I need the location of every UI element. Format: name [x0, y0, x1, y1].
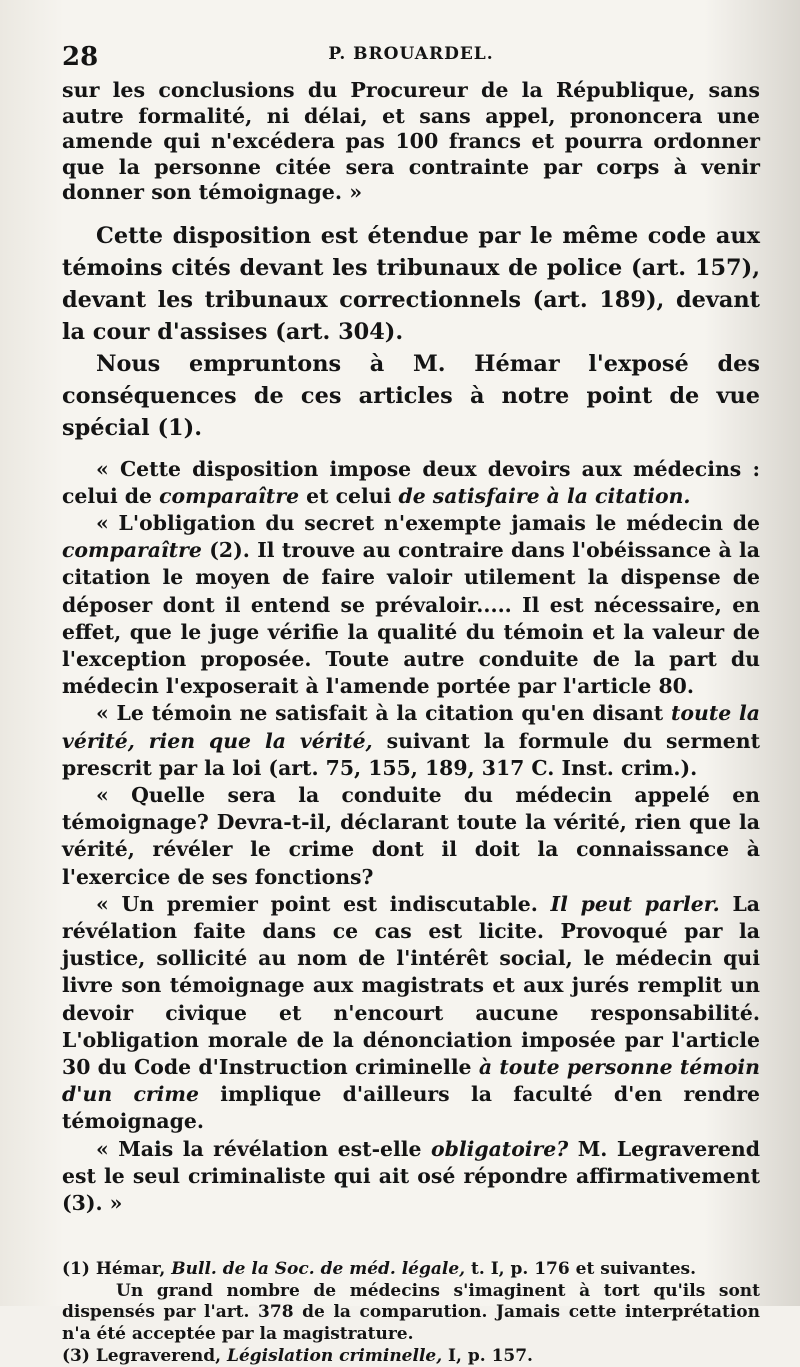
footnote-1	[62, 1259, 760, 1281]
quotation-block	[62, 456, 760, 1218]
quote-paragraph-6	[62, 1136, 760, 1218]
quote-italic: à toute personne témoin d'un crime	[62, 1054, 761, 1107]
main-text-block	[62, 220, 760, 444]
page-header	[62, 38, 760, 78]
quote-italic: comparaître	[159, 483, 300, 508]
quote-paragraph-1	[62, 456, 760, 510]
quote-italic: Il peut parler.	[550, 891, 720, 916]
quote-text: « Mais la révélation est-elle	[96, 1136, 431, 1161]
quote-paragraph-3	[62, 700, 760, 782]
footnotes	[62, 1259, 760, 1367]
quote-text: « Cette disposition impose deux devoirs aux médecins : celui de	[62, 456, 760, 508]
quote-italic: obligatoire?	[430, 1136, 569, 1161]
quote-paragraph-2	[62, 510, 760, 700]
paragraph-extension: Cette disposition est étendue par le même code aux témoins cités devant les tribunaux de police (art. 157), devant les tribunaux correctionnels (art. 189), devant la cour d'assises (art. 304).	[62, 222, 760, 345]
quote-text: La révélation faite dans ce cas est licite. Provoqué par la justice, sollicité au nom de l'intérêt social, le médecin qui livre son témoignage aux magistrats et aux jurés remplit un devoir civique et n'encourt aucune responsabilité. L'obligation morale de la dénonciation imposée par l'article 30 du Code d'Instruction criminelle	[62, 891, 760, 1079]
lead-paragraph: sur les conclusions du Procureur de la République, sans autre formalité, ni délai, et sans appel, prononcera une amende qui n'excédera pas 100 francs et pourra ordonner que la personne citée sera contrainte par corps à venir donner son témoignage. »	[62, 78, 760, 204]
quote-text: (2). Il trouve au contraire dans l'obéissance à la citation le moyen de faire valoir utilement la dispense de déposer dont il entend se prévaloir..... Il est nécessaire, en effet, que le juge vérifie la qualité du témoin et la valeur de l'exception proposée. Toute autre conduite de la part du médecin l'exposerait à l'amende portée par l'article 80.	[62, 538, 760, 699]
quote-italic: de satisfaire à la citation.	[398, 483, 691, 508]
footnote-text: (3) Legraverend,	[62, 1345, 228, 1366]
footnote-text: I, p. 157.	[442, 1345, 533, 1366]
footnote-text: t. I, p. 176 et suivantes.	[465, 1259, 697, 1280]
running-head: P. BROUARDEL.	[328, 44, 494, 64]
footnote-italic: Bull. de la Soc. de méd. légale,	[171, 1259, 466, 1280]
footnote-3	[62, 1346, 760, 1367]
quote-text: implique d'ailleurs la faculté d'en rendre témoignage.	[62, 1082, 761, 1134]
paragraph-hemar-intro: Nous empruntons à M. Hémar l'exposé des conséquences de ces articles à notre point de vue spécial (1).	[62, 350, 760, 441]
quote-text: « L'obligation du secret n'exempte jamais le médecin de	[96, 510, 760, 535]
quote-text: M. Legraverend est le seul criminaliste qui ait osé répondre affirmativement (3). »	[62, 1136, 760, 1215]
footnote-text: (1) Hémar,	[62, 1259, 172, 1280]
page-number: 28	[62, 42, 99, 72]
quote-text: suivant la formule du serment prescrit par la loi (art. 75, 155, 189, 317 C. Inst. crim.).	[62, 728, 760, 780]
lead-paragraph-block	[62, 78, 760, 206]
quote-text: « Le témoin ne satisfait à la citation qu'en disant	[96, 701, 671, 726]
quote-paragraph-5	[62, 891, 760, 1136]
footnote-italic: Législation criminelle,	[227, 1345, 443, 1366]
quote-paragraph-4: « Quelle sera la conduite du médecin appelé en témoignage? Devra-t-il, déclarant toute la vérité, rien que la vérité, révéler le crime dont il doit la connaissance à l'exercice de ses fonctions?	[62, 782, 760, 889]
footnote-2: Un grand nombre de médecins s'imaginent à tort qu'ils sont dispensés par l'art. 378 de la comparution. Jamais cette interprétation n'a été acceptée par la magistrature.	[62, 1280, 760, 1344]
quote-text: et celui	[299, 483, 399, 508]
quote-text: « Un premier point est indiscutable.	[96, 891, 551, 916]
quote-italic: comparaître	[62, 538, 202, 563]
quote-italic: toute la vérité, rien que la vérité,	[62, 701, 760, 753]
